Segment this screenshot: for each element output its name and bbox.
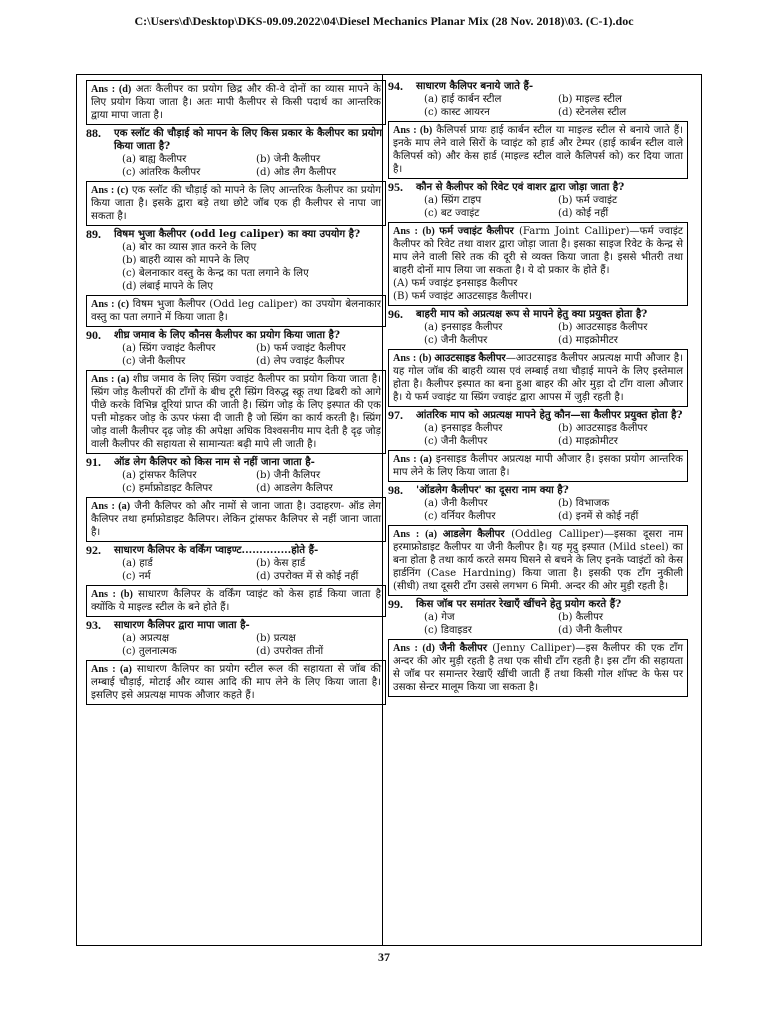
question-99: 99. किस जॉब पर समांतर रेखाएँ खींचने हेतु प्रयोग करते हैं? <box>388 597 622 611</box>
options-96: (a) इनसाइड कैलीपर (b) आउटसाइड कैलीपर (c) जैनी कैलीपर (d) माइक्रोमीटर <box>424 322 648 346</box>
answer-95-item: (B) फर्म ज्वाइंट आउटसाइड कैलीपर। <box>393 291 532 302</box>
answer-87: Ans : (d) अतः कैलीपर का प्रयोग छिद्र और की-वे दोनों का व्यास मापने के लिए प्रयोग किया जाता है। अतः मापी कैलीपर से किसी पदार्थ का आन्तरिक द्वाया मापा जाता है। <box>86 80 386 125</box>
question-90: 90. शीघ्र जमाव के लिए कौनस कैलीपर का प्रयोग किया जाता है? <box>86 328 340 342</box>
question-88: 88. एक स्लॉट की चौड़ाई को मापन के लिए किस प्रकार के कैलीपर का प्रयोग किया जाता है? <box>86 126 382 152</box>
answer-99: Ans : (d) जैनी कैलीपर (Jenny Calliper)—इस कैलीपर की एक टाँग अन्दर की ओर मुड़ी रहती है तथा एक सीधी टाँग रहती है। इस टाँग की सहायता से जॉब पर समान्तर रेखाएँ खींची जाती हैं तथा किसी गोल शॉफ्ट के फेस पर उसका सेन्टर मालूम किया जा सकता है। <box>388 639 688 697</box>
answer-88: Ans : (c) एक स्लॉट की चौड़ाई को मापने के लिए आन्तरिक कैलीपर का प्रयोग किया जाता है। इसके द्वारा बड़े तथा छोटे जॉब एक ही कैलीपर से नापा जा सकता है। <box>86 181 386 226</box>
options-93: (a) अप्रत्यक्ष (b) प्रत्यक्ष (c) तुलनात्मक (d) उपरोक्त तीनों <box>122 633 324 657</box>
answer-93: Ans : (a) साधारण कैलिपर का प्रयोग स्टील रूल की सहायता से जॉब की लम्बाई चौड़ाई, मोटाई और व्यास आदि की माप लेने के लिए किया जाता है। इसलिए इसे अप्रत्यक्ष मापक औजार कहते हैं। <box>86 660 386 705</box>
answer-91: Ans : (a) जैनी कैलिपर को और नामों से जाना जाता है। उदाहरण- ऑड लेग कैलिपर तथा हर्माफ्रोडाइट कैलिपर। लेकिन ट्रांसफर कैलिपर से नहीं जाना जाता है। <box>86 497 386 542</box>
answer-90: Ans : (a) शीघ्र जमाव के लिए स्प्रिंग ज्वाइंट कैलीपर का प्रयोग किया जाता है। स्प्रिंग जोड़ कैलीपरों की टाँगों के बीच टूरी स्प्रिंग विरुद्ध स्क्रू तथा ढिबरी को आगे पीछे करके विभिन्न दूरियां प्राप्त की जाती है। स्प्रिंग जोड़ के लिए इस्पात की एक पत्ती मोड़कर जोड़ के ऊपर फंसा दी जाती है जो स्प्रिंग का कार्य करती है। स्प्रिंग जोड़ वाली कैलीपर दृढ़ जोड़ की अपेक्षा अधिक विश्वसनीय माप देती है दृढ़ जोड़ वाली कैलीपर की सहायता से सामान्यतः बढ़ी मापे ली जाती है। <box>86 370 386 454</box>
question-89: 89. विषम भुजा कैलीपर (odd leg caliper) का क्या उपयोग है? <box>86 227 361 241</box>
question-91: 91. ऑड लेग कैलिपर को किस नाम से नहीं जाना जाता है- <box>86 455 315 469</box>
page-number: 37 <box>378 950 390 964</box>
options-94: (a) हाई कार्बन स्टील (b) माइल्ड स्टील (c) कास्ट आयरन (d) स्टेनलेस स्टील <box>424 94 627 118</box>
options-89: (a) बोर का व्यास ज्ञात करने के लिए (b) बाहरी व्यास को मापने के लिए (c) बेलनाकार वस्तु के केन्द्र का पता लगाने के लिए (d) लंबाई मापने के लिए <box>122 242 309 292</box>
options-90: (a) स्प्रिंग ज्वाइंट कैलीपर (b) फर्म ज्वाइंट कैलीपर (c) जेनी कैलीपर (d) लेप ज्वाइंट कैलीपर <box>122 343 346 367</box>
answer-95-item: (A) फर्म ज्वाइंट इनसाइड कैलीपर <box>393 278 518 289</box>
options-95: (a) स्प्रिंग टाइप (b) फर्म ज्वाइंट (c) बट ज्वाइंट (d) कोई नहीं <box>424 195 618 219</box>
answer-96: Ans : (b) आउटसाइड कैलीपर—आउटसाइड कैलीपर अप्रत्यक्ष मापी औजार है। यह गोल जॉब की बाहरी व्यास एवं लम्बाई तथा चौड़ाई मापने के लिए इस्तेमाल होता है। कैलीपर इस्पात का बना हुआ बाहर की ओर मुड़ा दो टाँग वाला औजार है। ये फर्म ज्वाइंट या स्प्रिंग ज्वाइंट द्वारा आपस में जुड़ी रहती है। <box>388 349 688 407</box>
options-92: (a) हार्ड (b) केस हार्ड (c) नर्म (d) उपरोक्त में से कोई नहीं <box>122 558 359 582</box>
question-94: 94. साधारण कैलिपर बनाये जाते हैं- <box>388 79 534 93</box>
options-98: (a) जैनी कैलीपर (b) विभाजक (c) वर्नियर कैलीपर (d) इनमें से कोई नहीं <box>424 498 639 522</box>
options-91: (a) ट्रांसफर कैलिपर (b) जैनी कैलिपर (c) हर्माफ्रोडाइट कैलिपर (d) आडलेग कैलिपर <box>122 470 333 494</box>
answer-98: Ans : (a) आडलेग कैलीपर (Oddleg Calliper)—इसका दूसरा नाम हरमाफ्रोडाइट कैलीपर या जैनी कैलीपर है। यह मृदु इस्पात (Mild steel) का बना होता है तथा कार्य करते समय घिसने से बचने के लिए इनके प्वाइंटों को केस हार्डनिंग (Case Hardning) किया जाता है। इसकी एक टाँग नुकीली (सीधी) तथा दूसरी टाँग उससे लगभग 6 मिमी. अन्दर की ओर मुड़ी रहती है। <box>388 525 688 596</box>
answer-92: Ans : (b) साधारण कैलिपर के वर्किंग प्वाइंट को केस हार्ड किया जाता है क्योंकि ये माइल्ड स्टील के बने होते हैं। <box>86 585 386 617</box>
right-column <box>388 78 688 699</box>
question-93: 93. साधारण कैलिपर द्वारा मापा जाता है- <box>86 618 250 632</box>
question-97: 97. आंतरिक माप को अप्रत्यक्ष मापने हेतु कौन—सा कैलीपर प्रयुक्त होता है? <box>388 408 683 422</box>
answer-94: Ans : (b) कैलिपर्स प्रायः हाई कार्बन स्टील या माइल्ड स्टील से बनाये जाते हैं। इनके माप लेने वाले सिरों के प्वाइंट को हार्ड और टेम्पर (हाई कार्बन स्टील वाले कैलिपर्स को) और केस हार्ड (माइल्ड स्टील वाले कैलिपर्स को) कर दिया जाता है। <box>388 121 688 179</box>
options-88: (a) बाह्य कैलीपर (b) जेनी कैलीपर (c) आंतरिक कैलीपर (d) ओड लैग कैलीपर <box>122 154 337 178</box>
question-96: 96. बाहरी माप को अप्रत्यक्ष रूप से मापने हेतु क्या प्रयुक्त होता है? <box>388 307 648 321</box>
question-98: 98. 'ऑडलेग कैलीपर' का दूसरा नाम क्या है? <box>388 483 569 497</box>
answer-89: Ans : (c) विषम भुजा कैलीपर (Odd leg caliper) का उपयोग बेलनाकार वस्तु का पता लगाने में किया जाता है। <box>86 295 386 327</box>
question-95: 95. कौन से कैलीपर को रिवेट एवं वाशर द्वारा जोड़ा जाता है? <box>388 180 625 194</box>
options-97: (a) इनसाइड कैलीपर (b) आउटसाइड कैलीपर (c) जैनी कैलीपर (d) माइक्रोमीटर <box>424 423 648 447</box>
options-99: (a) गेज (b) कैलीपर (c) डिवाइडर (d) जैनी कैलीपर <box>424 612 623 636</box>
answer-97: Ans : (a) इनसाइड कैलीपर अप्रत्यक्ष मापी औजार है। इसका प्रयोग आन्तरिक माप लेने के लिए किया जाता है। <box>388 450 688 482</box>
left-column <box>86 78 386 707</box>
question-92: 92. साधारण कैलिपर के वर्किंग प्वाइण्ट..............होते हैं- <box>86 543 319 557</box>
file-path-header: C:\Users\d\Desktop\DKS-09.09.2022\04\Diesel Mechanics Planar Mix (28 Nov. 2018)\03. (C-1).doc <box>134 14 634 28</box>
answer-95: Ans : (b) फर्म ज्वाइंट कैलीपर (Farm Joint Calliper)—फर्म ज्वाइंट कैलीपर को रिवेट तथा वाशर द्वारा जोड़ा जाता है। इसका साइज रिवेट के केन्द्र से माप लेने वाली सिरे तक की दूरी से व्यक्त किया जाता है। इससे भीतरी तथा बाहरी दोनों माप लिया जा सकता है। ये दो प्रकार के होते हैं। (A) फर्म ज्वाइंट इनसाइड कैलीपर (B) फर्म ज्वाइंट आउटसाइड कैलीपर। <box>388 222 688 306</box>
